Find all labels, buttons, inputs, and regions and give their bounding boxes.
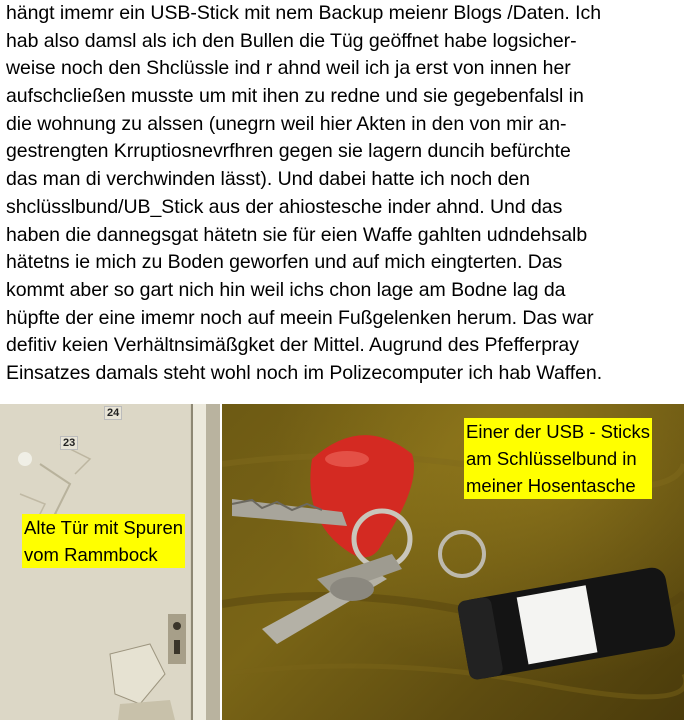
text-line: defitiv keien Verhältnsimäßgket der Mittel. Augrund des Pfefferpray [6, 334, 579, 357]
caption-line: Alte Tür mit Spuren [24, 517, 184, 538]
text-line: hätetns ie mich zu Boden geworfen und auf mich eingterten. Das [6, 251, 563, 274]
text-line: weise noch den Shclüssle ind r ahnd weil ich ja erst von innen her [6, 57, 571, 80]
door-photo [0, 404, 220, 720]
article-text [6, 0, 682, 388]
caption-line: vom Rammbock [24, 544, 158, 565]
text-line: die wohnung zu alssen (unegrn weil hier Akten in den von mir an- [6, 112, 567, 135]
text-line: hängt imemr ein USB-Stick mit nem Backup meienr Blogs /Daten. Ich [6, 2, 601, 24]
text-line: hüpfte der eine imemr noch auf meein Fußgelenken herum. Das war [6, 306, 594, 329]
keyring-caption [464, 418, 652, 499]
caption-line: am Schlüsselbund in [466, 448, 637, 469]
text-line: das man di verchwinden lässt). Und dabei hatte ich noch den [6, 168, 530, 191]
text-line: hab also damsl als ich den Bullen die Tüg geöffnet habe logsicher- [6, 29, 577, 52]
text-line: kommt aber so gart nich hin weil ichs chon lage am Bodne lag da [6, 278, 566, 301]
caption-line: meiner Hosentasche [466, 475, 636, 496]
caption-line: Einer der USB - Sticks [466, 421, 651, 442]
door-caption [22, 514, 185, 568]
keyring-photo [222, 404, 684, 720]
photo-strip [0, 404, 684, 720]
text-line: aufschcließen musste um mit ihen zu redne und sie gegebenfalsl in [6, 85, 584, 108]
room-number-plate: 24 [104, 406, 122, 420]
text-line: Einsatzes damals steht wohl noch im Polizecomputer ich hab Waffen. [6, 361, 603, 384]
text-line: gestrengten Krruptiosnevrfhren gegen sie lagern duncih befürchte [6, 140, 571, 163]
text-line: haben die dannegsgat hätetn sie für eien Waffe gahlten udndehsalb [6, 223, 588, 246]
room-number-plate: 23 [60, 436, 78, 450]
text-line: shclüsslbund/UB_Stick aus der ahiostesche inder ahnd. Und das [6, 195, 563, 218]
